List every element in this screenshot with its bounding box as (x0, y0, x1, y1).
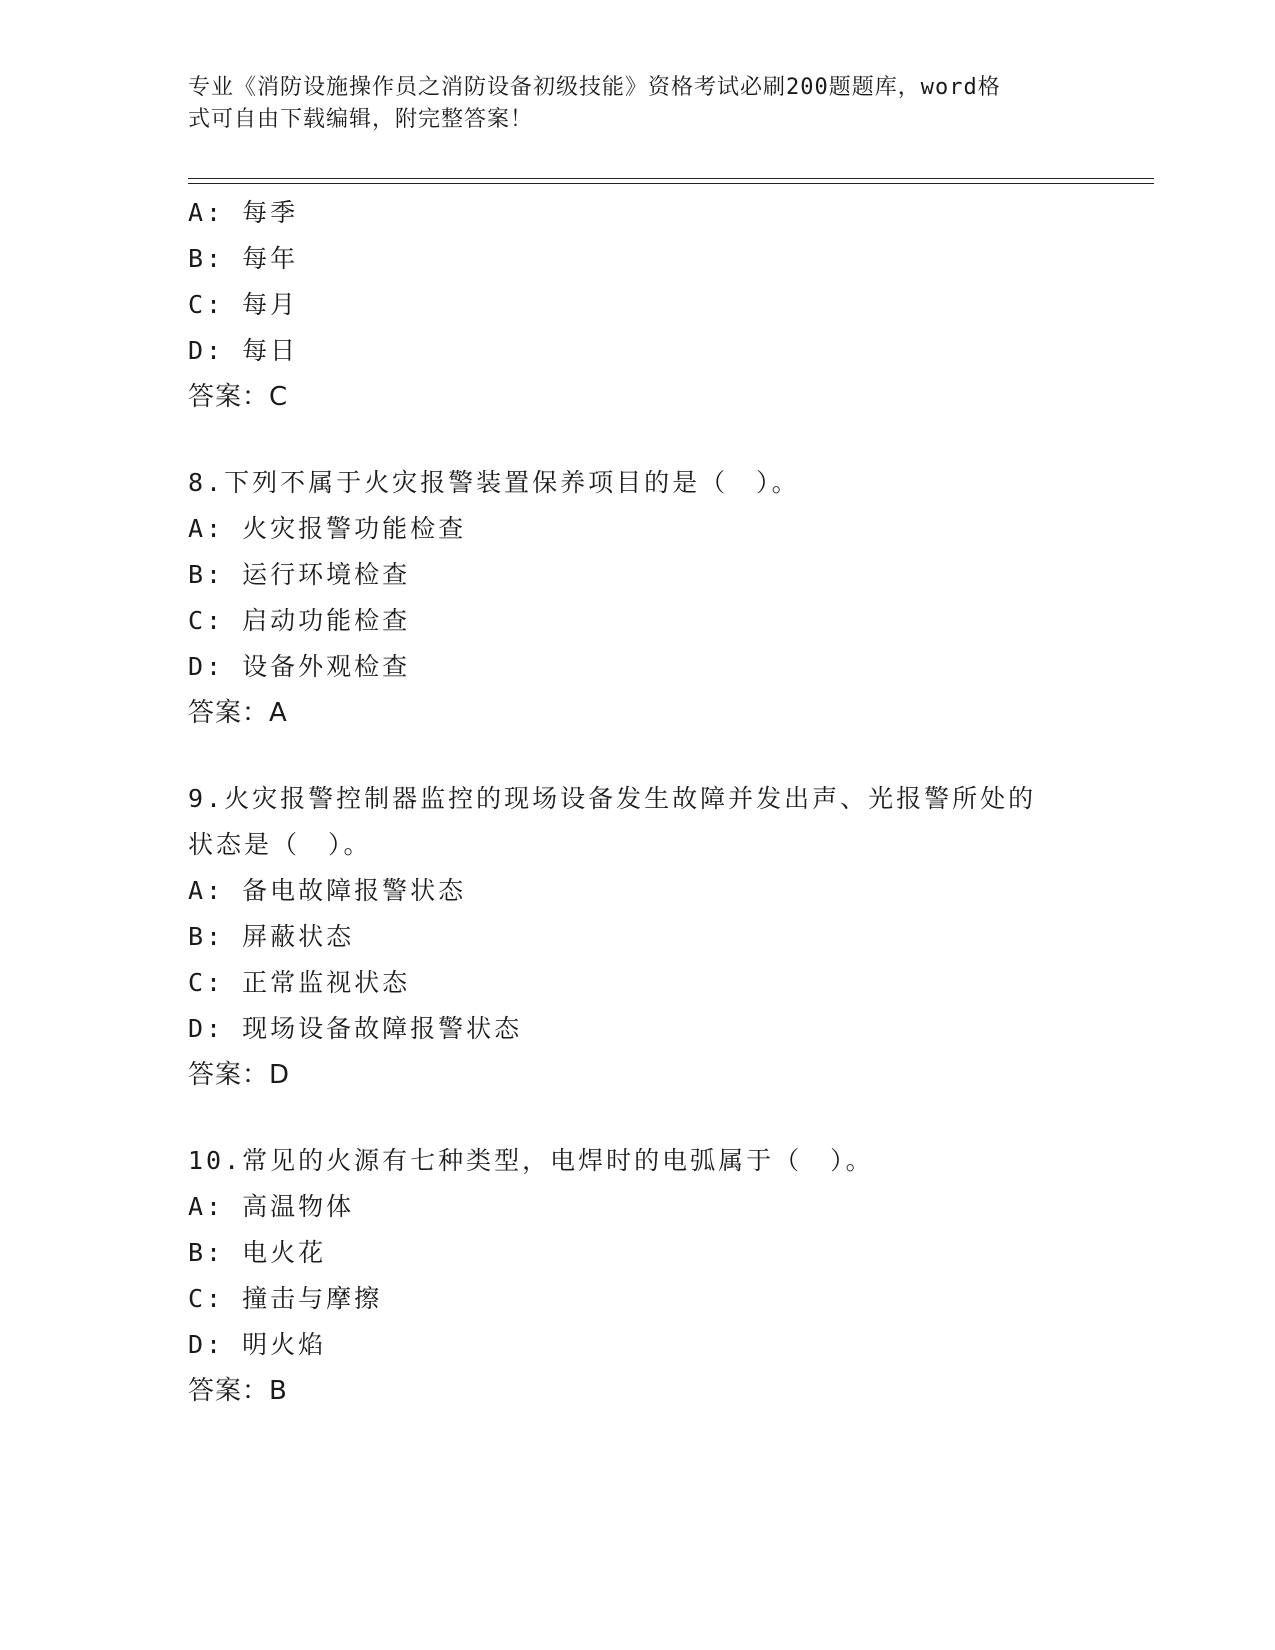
answer: 答案：D (188, 1060, 291, 1090)
question-text: 10.常见的火源有七种类型，电焊时的电弧属于（ ）。 (188, 1146, 874, 1175)
option-b: B: 运行环境检查 (188, 560, 411, 589)
option-d: D: 现场设备故障报警状态 (188, 1014, 523, 1043)
option-c: C: 撞击与摩擦 (188, 1284, 383, 1313)
answer: 答案：C (188, 382, 289, 412)
header-divider-bottom (188, 183, 1154, 184)
header-divider-top (188, 178, 1154, 179)
option-d: D: 明火焰 (188, 1330, 327, 1359)
document-header (188, 72, 1088, 136)
option-d: D: 每日 (188, 336, 299, 365)
question-text: 8.下列不属于火灾报警装置保养项目的是（ ）。 (188, 468, 800, 497)
option-c: C: 每月 (188, 290, 299, 319)
header-line-1: 专业《消防设施操作员之消防设备初级技能》资格考试必刷200题题库，word格 (188, 75, 1001, 100)
question-8 (188, 460, 1154, 736)
question-7-continuation (188, 190, 1154, 420)
question-10 (188, 1138, 1154, 1414)
option-b: B: 电火花 (188, 1238, 327, 1267)
option-a: A: 火灾报警功能检查 (188, 514, 467, 543)
option-c: C: 启动功能检查 (188, 606, 411, 635)
question-list (188, 190, 1154, 1414)
option-a: A: 备电故障报警状态 (188, 876, 467, 905)
option-b: B: 屏蔽状态 (188, 922, 355, 951)
option-c: C: 正常监视状态 (188, 968, 411, 997)
header-line-2: 式可自由下载编辑，附完整答案！ (188, 107, 534, 132)
option-a: A: 每季 (188, 198, 299, 227)
answer: 答案：B (188, 1376, 288, 1406)
question-9 (188, 776, 1154, 1098)
option-a: A: 高温物体 (188, 1192, 355, 1221)
question-text: 9.火灾报警控制器监控的现场设备发生故障并发出声、光报警所处的 (188, 784, 1037, 813)
option-b: B: 每年 (188, 244, 299, 273)
question-text-continued: 状态是（ ）。 (188, 830, 372, 859)
option-d: D: 设备外观检查 (188, 652, 411, 681)
answer: 答案：A (188, 698, 288, 728)
